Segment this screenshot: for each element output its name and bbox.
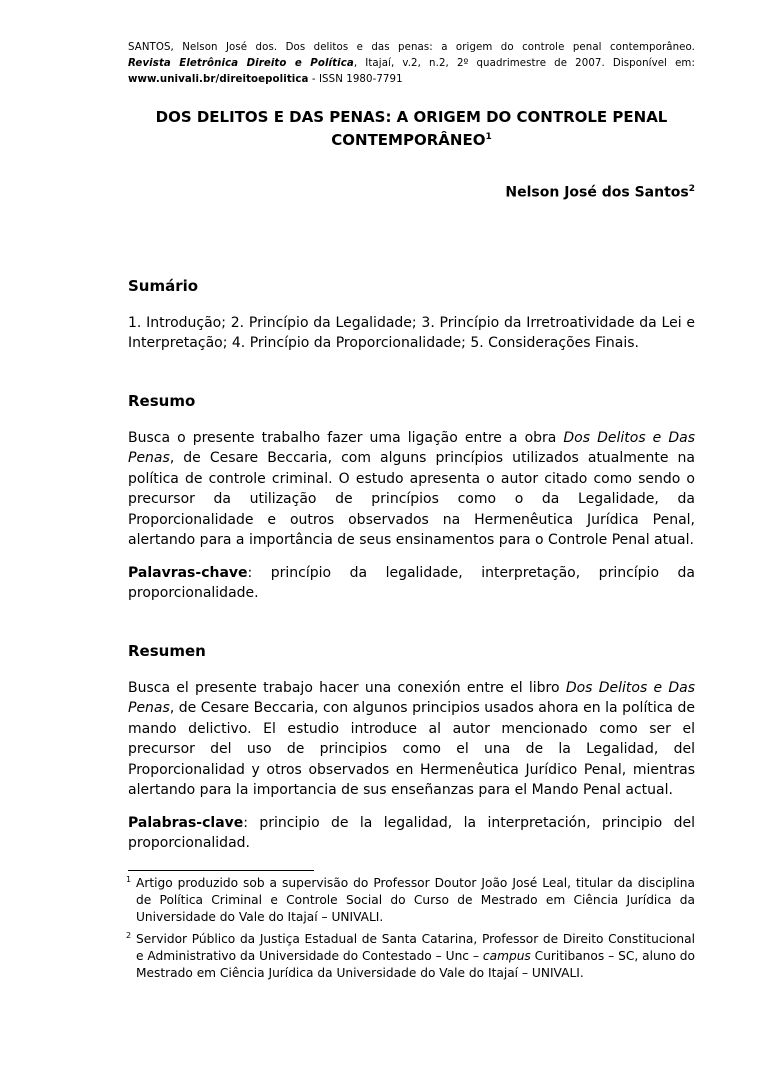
resumen-keywords-label: Palabras-clave bbox=[128, 814, 244, 831]
resumen-section bbox=[128, 642, 695, 854]
citation-details: , Itajaí, v.2, n.2, 2º quadrimestre de 2007. Disponível em: bbox=[353, 58, 695, 69]
resumo-text bbox=[128, 428, 695, 551]
resumo-keywords-text: : princípio da legalidade, interpretação, princípio da proporcionalidade. bbox=[128, 564, 695, 602]
paper-title bbox=[128, 107, 695, 150]
resumen-work-title: Dos Delitos e Das Penas bbox=[128, 679, 696, 717]
resumo-text-a: Busca o presente trabalho fazer uma ligação entre a obra bbox=[128, 429, 564, 446]
footnote-italic: campus bbox=[482, 948, 531, 963]
sumario-text: 1. Introdução; 2. Princípio da Legalidade; 3. Princípio da Irretroatividade da Lei e Interpretação; 4. Princípio da Proporcionalidade; 5. Considerações Finais. bbox=[128, 314, 695, 352]
document-page bbox=[128, 40, 695, 982]
sumario-heading: Sumário bbox=[128, 276, 199, 295]
title-footnote-mark[interactable]: 1 bbox=[485, 132, 492, 142]
author-footnote-mark[interactable]: 2 bbox=[688, 184, 695, 194]
resumo-heading: Resumo bbox=[128, 391, 196, 410]
resumo-keywords-label: Palavras-chave bbox=[128, 564, 248, 581]
footnote-text-b: Curitibanos – SC, aluno do Mestrado em Ciência Jurídica da Universidade do Vale do Itajaí – UNIVALI. bbox=[136, 948, 695, 981]
issn: - ISSN 1980-7791 bbox=[308, 74, 403, 85]
resumo-section bbox=[128, 392, 695, 604]
resumo-text-b: , de Cesare Beccaria, com alguns princípios utilizados atualmente na política de controle criminal. O estudo apresenta o autor citado como sendo o precursor da utilização de princípios como o da Legalidade, da Proporcionalidade e outros observados na Hermenêutica Jurídica Penal, alertando para a importância de seus ensinamentos para o Controle Penal atual. bbox=[128, 450, 695, 549]
citation-line-2 bbox=[128, 56, 695, 72]
journal-name: Revista Eletrônica Direito e Política bbox=[128, 58, 354, 69]
citation-line-3 bbox=[128, 72, 695, 88]
footnote-1 bbox=[128, 875, 695, 927]
author-name: Nelson José dos Santos bbox=[505, 184, 689, 201]
resumen-keywords bbox=[128, 813, 695, 854]
resumen-keywords-text: : principio de la legalidad, la interpretación, principio del proporcionalidad. bbox=[128, 814, 695, 852]
footnote-2 bbox=[128, 931, 695, 983]
footnote-number: 2 bbox=[126, 930, 132, 940]
footnote-text: Artigo produzido sob a supervisão do Professor Doutor João José Leal, titular da disciplina de Política Criminal e Controle Social do Curso de Mestrado em Ciência Jurídica da Universidade do Vale do Itajaí – UNIVALI. bbox=[136, 875, 695, 925]
journal-url[interactable]: www.univali.br/direitoepolitica bbox=[128, 74, 309, 85]
resumo-work-title: Dos Delitos e Das Penas bbox=[128, 429, 695, 467]
resumo-keywords bbox=[128, 563, 695, 604]
title-line-2 bbox=[128, 127, 695, 150]
resumen-text-b: , de Cesare Beccaria, con algunos principios usados ahora en la política de mando delictivo. El estudio introduce al autor mencionado como ser el precursor del uso de principios como el una de la Legalidad, del Proporcionalidad y otros observados en Hermenêutica Jurídico Penal, mientras alertando para la importancia de sus enseñanzas para el Mando Penal actual. bbox=[128, 700, 695, 799]
citation-header bbox=[128, 40, 695, 88]
resumen-heading: Resumen bbox=[128, 641, 206, 660]
footnote-text-a: Servidor Público da Justiça Estadual de Santa Catarina, Professor de Direito Constitucional e Administrativo da Universidade do Contestado – Unc – bbox=[136, 931, 695, 963]
footnote-separator bbox=[128, 870, 314, 871]
resumen-text bbox=[128, 678, 695, 801]
title-line-2-text: CONTEMPORÂNEO bbox=[331, 131, 486, 149]
title-line-1: DOS DELITOS E DAS PENAS: A ORIGEM DO CONTROLE PENAL bbox=[155, 108, 668, 126]
author bbox=[128, 184, 695, 201]
footnote-number: 1 bbox=[126, 874, 132, 884]
citation-line-1: SANTOS, Nelson José dos. Dos delitos e das penas: a origem do controle penal contemporâneo. bbox=[128, 42, 695, 53]
resumen-text-a: Busca el presente trabajo hacer una conexión entre el libro bbox=[128, 679, 566, 696]
sumario-section bbox=[128, 277, 695, 354]
